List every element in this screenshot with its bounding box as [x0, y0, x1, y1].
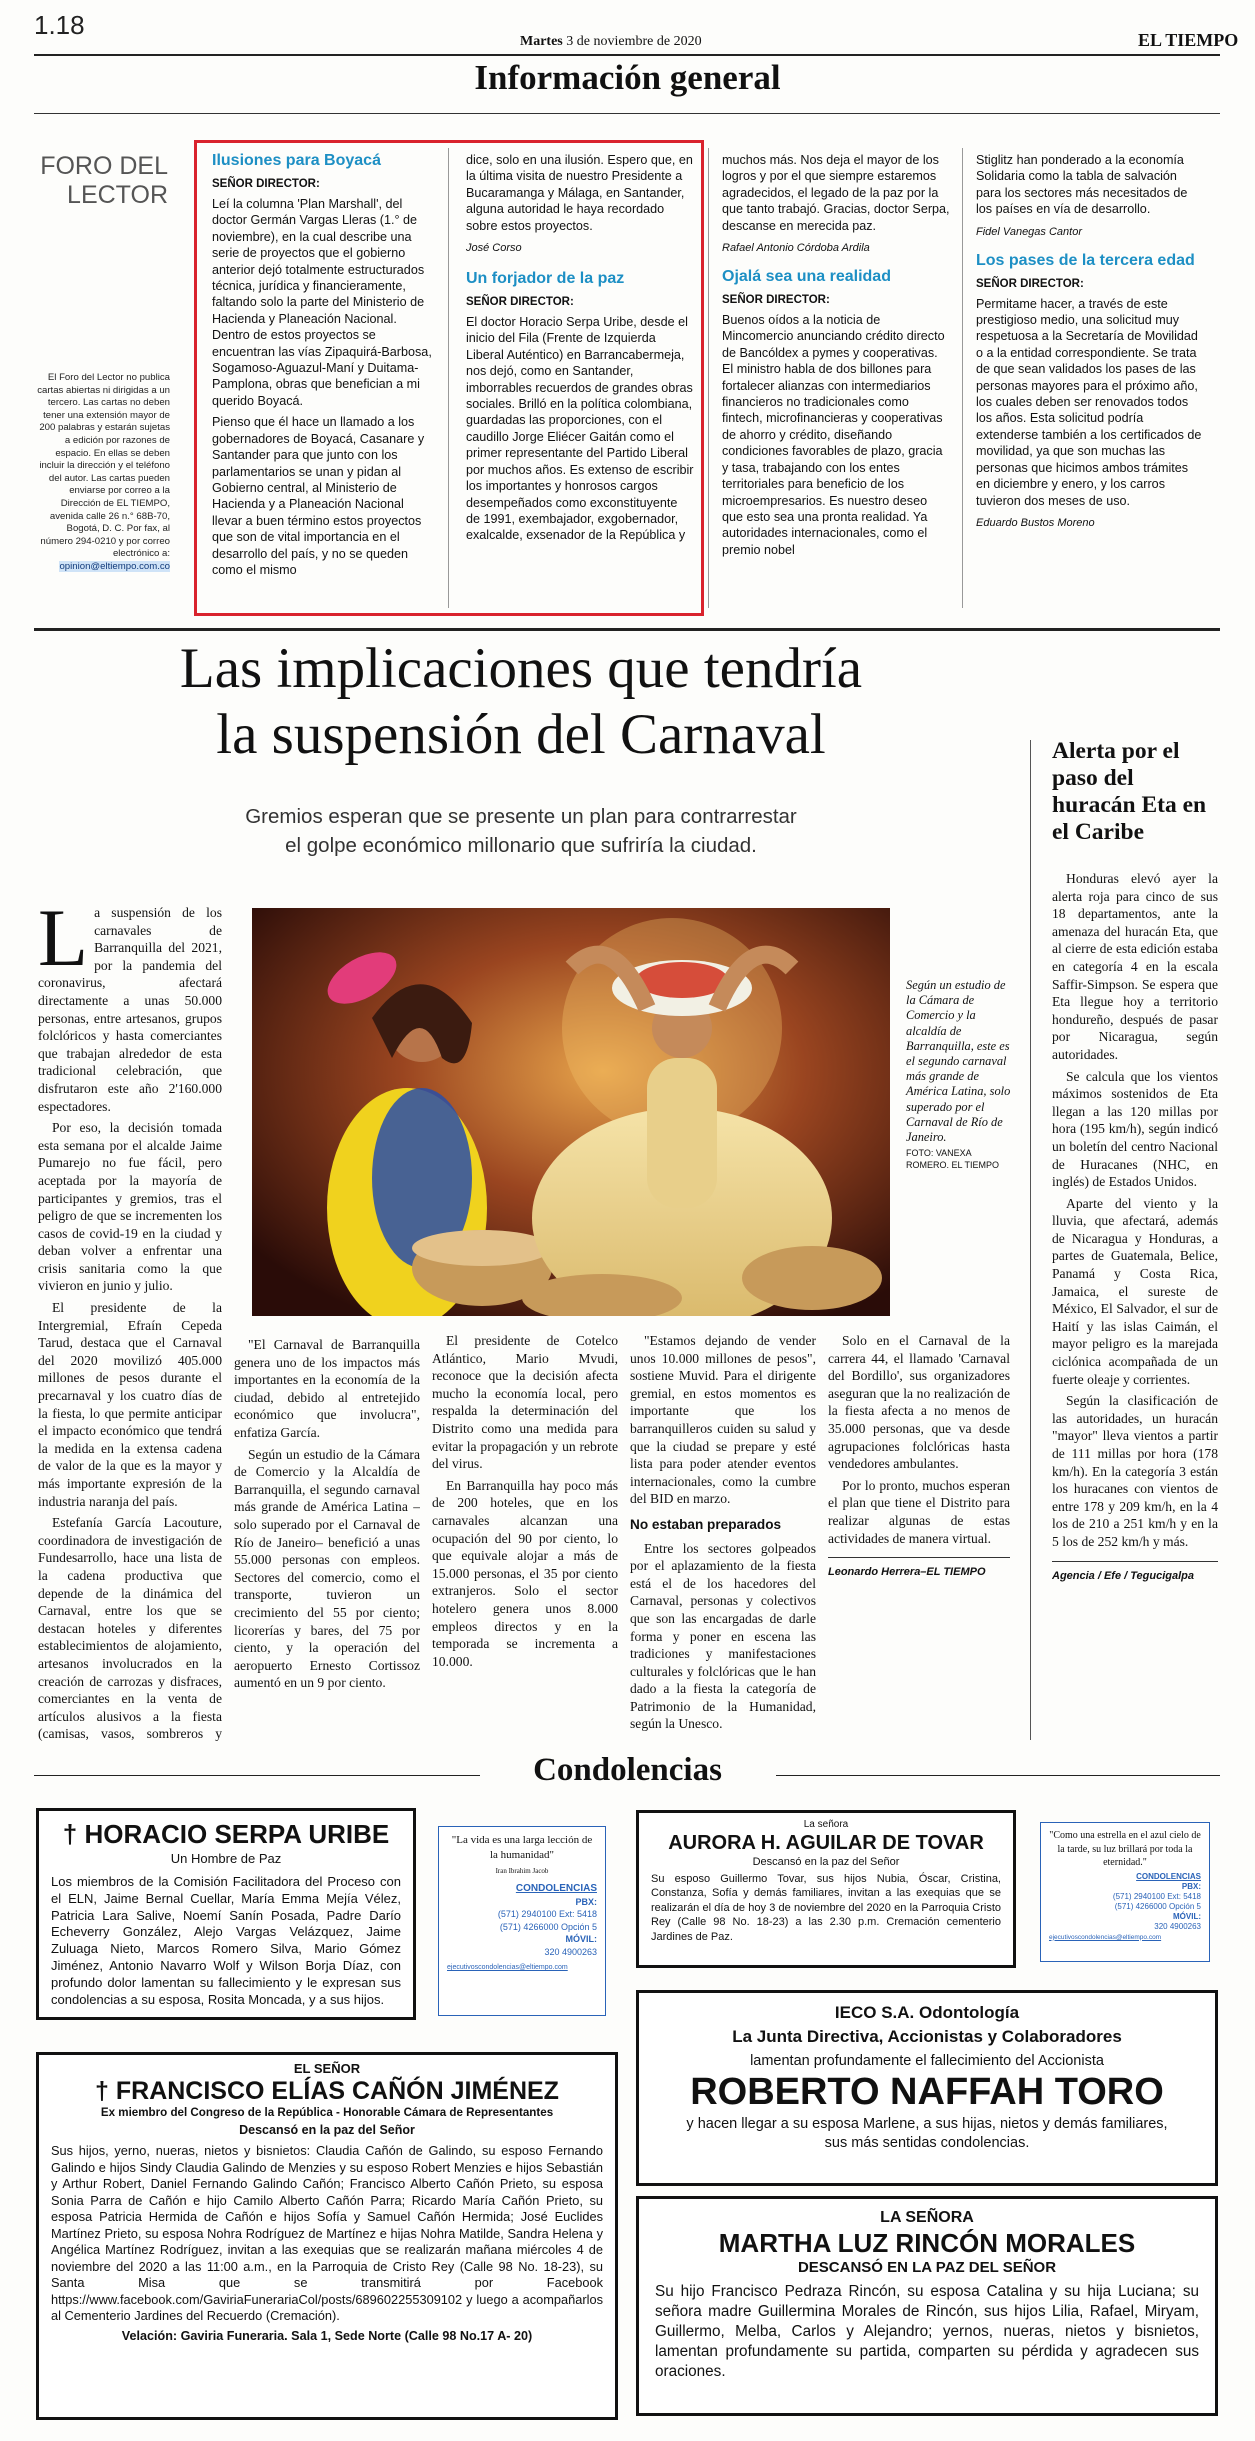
promo2-quote: "Como una estrella en el azul cielo de la tarde, su luz brillará por toda la eternidad.": [1049, 1830, 1201, 1868]
story-col2-p2: Según un estudio de la Cámara de Comercio y la Alcaldía de Barranquilla, el segundo carnaval más grande de América Latina –solo superado por el Carnaval de Río de Janeiro– benefició a unas 55.000 personas con empleos. Sectores del comercio, como el transporte, tuvieron un crecimiento del 55 por ciento; licorerías y bares, del 75 por ciento, y la operación del aeropuerto Ernesto Cortissoz aumentó en un 9 por ciento.: [234, 1446, 420, 1691]
dropcap: L: [38, 904, 89, 983]
story-col-1: [38, 904, 222, 1744]
story-col5-p1: Solo en el Carnaval de la carrera 44, el llamado 'Carnaval del Bordillo', sus organizadores aseguran que la no realización de la fiesta afecta a no menos de 35.000 personas, que va desde agrupaciones folclóricas hasta vendedores ambulantes.: [828, 1333, 1010, 1472]
date-rest: 3 de noviembre de 2020: [562, 34, 702, 49]
promo1-phone2: (571) 4266000 Opción 5: [499, 1921, 597, 1932]
section-title: Información general: [474, 58, 781, 97]
forum-divider-2: [708, 148, 709, 608]
sidebar-divider: [1030, 740, 1031, 1740]
rincon-pre: LA SEÑORA: [880, 2209, 974, 2226]
photo-credit: FOTO: VANEXA ROMERO. EL TIEMPO: [906, 1148, 1000, 1171]
canon-text: Sus hijos, yerno, nueras, nietos y bisnietos: Claudia Cañón de Galindo, su esposo Fernando Galindo e hijos Sindy Claudia Galindo de Menzies y su esposo Robert Menzies e hijos Sebastián y Arthur Robert, Daniel Fernando Galindo Cañón; Francisco Alberto Cañón Prieto, su esposa Sonia Parra de Cañón e hijo Camilo Alberto Cañón Parra; Ricardo María Cañón Prieto, su esposa Patricia Hermida de Cañón e hijos Sofía y Samuel Cañón Hermida; José Euclides Martínez Prieto, su esposa Nohra Rodríguez de Martínez e hijas Nohra Matilde, Sandra Helena y Angélica Martínez Rodríguez, invitan a las exequias que se realizarán mañana miércoles 4 de noviembre del 2020 a las 11:00 a.m., en la Parroquia de Cristo Rey (Calle 98 No. 18-23), su Santa Misa que se transmitirá por Facebook https://www.facebook.com/GaviriaFunerariaCol/posts/689602255309102 y luego a acompañarlos al Cementerio Jardines del Recuerdo (Cremación).: [51, 2143, 603, 2323]
sidebar-body: [1052, 870, 1218, 1660]
forum-divider-1: [448, 148, 449, 608]
canon-footer: Velación: Gaviria Funeraria. Sala 1, Sede Norte (Calle 98 No.17 A- 20): [121, 2328, 533, 2343]
canon-name: FRANCISCO ELÍAS CAÑÓN JIMÉNEZ: [115, 2077, 559, 2105]
headline-line2: la suspensión del Carnaval: [216, 703, 826, 766]
forum-bottom-rule: [34, 628, 1220, 631]
aguilar-subtitle: Descansó en la paz del Señor: [752, 1856, 900, 1868]
forum-col-3: [722, 152, 950, 563]
condolence-aguilar: [636, 1810, 1016, 1968]
letter3-signer: Fidel Vanegas Cantor: [976, 225, 1082, 238]
story-p2: Por eso, la decisión tomada esta semana por el alcalde Jaime Pumarejo no fue fácil, pero aceptada por la mayoría de participantes y gremios, tras el peligro de que se incrementen los casos de covid-19 en la ciudad y deban volver a enfrentar una crisis sanitaria como la que vivieron en junio y julio.: [38, 1120, 222, 1294]
letter1-salutation: SEÑOR DIRECTOR:: [212, 178, 320, 190]
promo1-label: CONDOLENCIAS: [515, 1883, 597, 1894]
rincon-subtitle: DESCANSÓ EN LA PAZ DEL SEÑOR: [797, 2259, 1057, 2276]
promo1-pbx-label: PBX:: [575, 1896, 597, 1907]
serpa-text: Los miembros de la Comisión Facilitadora del Proceso con el ELN, Jaime Bernal Cuellar, María Emma Mejía Vélez, Patricia Lara Salive, Noemí Sanín Posada, Padre Darío Echeverry González, Alejo Vargas Velázquez, Jaime Zuluaga Nieto, Marcos Romero Silva, Mario Gómez Jiménez, Antonio Navarro Wolf y Wilson Borja Díaz, con profundo dolor lamentan su fallecimiento y le expresan sus condolencias a su esposa, Rosita Moncada, y a sus hijos.: [51, 1874, 401, 2007]
letter1-p2: Pienso que él hace un llamado a los gobernadores de Boyacá, Casanare y Santander para que junto con los parlamentarios se unan y pidan al Gobierno central, al Ministerio de Hacienda y a Planeación Nacional llevar a buen término estos proyectos que son de vital importancia en el desarrollo del país, y no se queden como el mismo: [212, 415, 425, 577]
main-deck: [40, 802, 1002, 860]
naffah-text: y hacen llegar a su esposa Marlene, a sus hijas, nietos y demás familiares, sus más sentidas condolencias.: [686, 2116, 1168, 2151]
rincon-name: MARTHA LUZ RINCÓN MORALES: [718, 2228, 1136, 2258]
byline-rule: [828, 1557, 1010, 1558]
forum-divider-3: [962, 148, 963, 608]
date-line: [520, 34, 702, 50]
promo2-mobile-label: MÓVIL:: [1173, 1911, 1201, 1921]
cross-icon: †: [62, 1819, 78, 1849]
letter1-signer: José Corso: [466, 242, 522, 255]
story-subhead: No estaban preparados: [630, 1516, 782, 1532]
serpa-subtitle: Un Hombre de Paz: [170, 1851, 282, 1866]
sidebar-p3: Aparte del viento y la lluvia, que afectará, además de Nicaragua y Honduras, a partes de Guatemala, Belice, Panamá y Costa Rica, Jamaica, el sureste de México, El Salvador, el sur de Haití y las islas Caimán, el mayor peligro es la marejada ciclónica acompañada de un fuerte oleaje y corrientes.: [1052, 1195, 1218, 1387]
letter4-title: Los pases de la tercera edad: [976, 251, 1195, 269]
serpa-name-line: [51, 1819, 401, 1849]
letter3-p1: Buenos oídos a la noticia de Mincomercio anunciando crédito directo de Bancóldex a pymes y cooperativas. El ministro habla de dos billones para fortalecer alianzas con intermediarios financieros no tradicionales como fintech, microfinancieras y cooperativas de ahorro y crédito, diseñando condiciones favorables de plazo, gracia y tasa, trabajando con los entes territoriales para beneficio de los microempresarios. Es nuestro deseo que esto sea una pronta realidad. Ya autoridades internacionales, como el premio nobel: [722, 313, 945, 557]
header-rule: [34, 54, 1220, 56]
letter4-salutation: SEÑOR DIRECTOR:: [976, 277, 1084, 290]
paper-name: EL TIEMPO: [1138, 30, 1239, 50]
letter2-signer: Rafael Antonio Córdoba Ardila: [722, 242, 870, 255]
promo2-phone1: (571) 2940100 Ext: 5418: [1112, 1891, 1201, 1901]
promo2-email[interactable]: ejecutivoscondolencias@eltiempo.com: [1049, 1933, 1162, 1941]
promo1-phone1: (571) 2940100 Ext: 5418: [497, 1909, 597, 1919]
condolencias-rule-right: [776, 1775, 1220, 1776]
story-col3-p2: En Barranquilla hay poco más de 200 hoteles, que en los carnavales alcanzan una ocupación del 90 por ciento, lo que equivale alojar a más de 15.000 personas, el 35 por ciento extranjeros. Solo el sector hotelero genera unos 8.000 empleos directos y en la temporada se incrementa a 10.000.: [432, 1477, 618, 1669]
serpa-name: HORACIO SERPA URIBE: [84, 1819, 390, 1849]
condolence-canon: [36, 2052, 618, 2420]
promo2-phone2: (571) 4266000 Opción 5: [1114, 1901, 1201, 1911]
condolence-serpa: [36, 1808, 416, 2020]
deck-line1: Gremios esperan que se presente un plan para contrarrestar: [245, 805, 797, 828]
forum-col-2: [466, 152, 694, 549]
story-col5-p2: Por lo pronto, muchos esperan el plan que tiene el Distrito para realizar algunas de estas actividades de manera virtual.: [828, 1477, 1010, 1546]
page-number: 1.18: [34, 10, 85, 40]
story-p1-text: a suspensión de los carnavales de Barranquilla del 2021, por la pandemia del coronavirus, afectará directamente a unas 50.000 personas, entre artesanos, grupos folclóricos y hasta comerciantes que trabajan alrededor de esta tradicional celebración, que disfrutaron este año 2'160.000 espectadores.: [38, 905, 222, 1114]
naffah-line1: IECO S.A. Odontología: [834, 2003, 1020, 2022]
carnival-photo-art: [252, 908, 890, 1316]
letter3-p2: Stiglitz han ponderado a la economía Solidaria como la tabla de salvación para los sectores más necesitados de los países en vía de desarrollo.: [976, 153, 1188, 217]
promo2-label: CONDOLENCIAS: [1136, 1871, 1201, 1881]
section-rule: [34, 113, 1220, 114]
sidebar-p4: Según la clasificación de las autoridades, un huracán "mayor" lleva vientos a partir de 111 millas por hora (178 km/h). En la categoría 3 están los huracanes con vientos de entre 178 y 209 km/h, en la 4 los de 210 a 251 km/h y en la 5 los de 252 km/h y más.: [1052, 1393, 1218, 1549]
story-col-5: [828, 1332, 1010, 1744]
promo1-quote-author: Iran Ibrahim Jacob: [495, 1867, 549, 1875]
main-headline: [40, 636, 1002, 768]
canon-name-line: [51, 2076, 603, 2106]
story-col4-p1: "Estamos dejando de vender unos 10.000 millones de pesos", sostiene Muvid. Para el dirigente gremial, en estos momentos es importante que los barranquilleros cuiden su salud y que la ciudad se prepare y esté lista para poder atender eventos internacionales, como la cumbre del BID en marzo.: [630, 1333, 816, 1507]
promo1-quote: "La vida es una larga lección de la humanidad": [451, 1834, 593, 1861]
letter1-p1: Leí la columna 'Plan Marshall', del doctor Germán Vargas Lleras (1.° de noviembre), en la cual describe una serie de proyectos que el gobierno anterior dejó totalmente estructurados técnica, jurídica y financieramente, faltando solo la parte del Ministerio de Hacienda y Planeación Nacional. Dentro de estos proyectos se encuentran las vías Zipaquirá-Barbosa, Sogamoso-Aguazul-Maní y Duitama-Pamplona, obras que benefician a mi querido Boyacá.: [212, 197, 432, 408]
letter3-title: Ojalá sea una realidad: [722, 268, 891, 286]
letter2-title: Un forjador de la paz: [466, 270, 625, 288]
letter4-p1: Permitame hacer, a través de este prestigioso medio, una solicitud muy respetuosa a la Secretaría de Movilidad o a la entidad correspondiente. Se trata de que sean validados los pases de las personas mayores para el próximo año, los cuales deben ser renovados todos los años. Esta solicitud podría extenderse también a los certificados de movilidad, ya que son muchas las personas que hicimos ambos trámites en diciembre y enero, y los carros tuvieron dos meses de uso.: [976, 296, 1202, 508]
canon-subtitle2: Descansó en la paz del Señor: [239, 2123, 415, 2137]
promo-condolencias-1: [438, 1826, 606, 2016]
condolence-rincon: [636, 2196, 1218, 2416]
promo2-info: [1049, 1872, 1201, 1932]
promo2-mobile: 320 4900263: [1154, 1921, 1201, 1931]
forum-col-4: [976, 152, 1204, 529]
condolence-naffah: [636, 1990, 1218, 2186]
promo1-info: [447, 1883, 597, 1958]
cross-icon: †: [95, 2077, 109, 2105]
story-col2-p1: "El Carnaval de Barranquilla genera uno de los impactos más importantes en la economía de la ciudad, debido al entretejido económico que involucra", enfatiza García.: [234, 1337, 420, 1440]
letter4-signer: Eduardo Bustos Moreno: [976, 516, 1095, 529]
forum-col-1: [212, 152, 434, 583]
forum-email[interactable]: opinion@eltiempo.com.co: [59, 560, 170, 572]
letter3-salutation: SEÑOR DIRECTOR:: [722, 294, 830, 307]
story-p1: [38, 904, 222, 1115]
story-col-2: [234, 1332, 420, 1744]
sidebar-byline-rule: [1052, 1561, 1218, 1562]
deck-line2: el golpe económico millonario que sufriría la ciudad.: [285, 834, 757, 857]
promo1-mobile: 320 4900263: [544, 1946, 597, 1957]
carnival-photo: [252, 908, 890, 1316]
aguilar-name: AURORA H. AGUILAR DE TOVAR: [668, 1832, 984, 1854]
letter2-salutation: SEÑOR DIRECTOR:: [466, 296, 574, 309]
story-col4-p2: Entre los sectores golpeados por el aplazamiento de la fiesta está el de los hacedores del Carnaval, personas y colectivos que son las encargadas de darle forma y poner en escena las tradiciones y manifestaciones culturales y folclóricas que le han dado a la fiesta la categoría de Patrimonio de la Humanidad, según la Unesco.: [630, 1540, 816, 1732]
promo1-mobile-label: MÓVIL:: [565, 1934, 597, 1944]
story-col3-p1: El presidente de Cotelco Atlántico, Mario Mvudi, reconoce que la decisión afecta mucho la economía local, pero respalda la determinación del Distrito como una medida para evitar la propagación y un rebrote del virus.: [432, 1333, 618, 1472]
forum-label-line2: LECTOR: [67, 181, 168, 209]
forum-note-text: El Foro del Lector no publica cartas abiertas ni dirigidas a un tercero. Las cartas no deben tener una extensión mayor de 200 palabras y estarán sujetas a edición por razones de espacio. En ellas se deben incluir la dirección y el teléfono del autor. Las cartas pueden enviarse por correo a la Dirección de EL TIEMPO, avenida calle 26 n.° 68B-70, Bogotá, D. C. Por fax, al número 294-0210 y por correo electrónico a:: [37, 372, 170, 560]
canon-subtitle: Ex miembro del Congreso de la República - Honorable Cámara de Representantes: [100, 2106, 554, 2119]
rincon-text: Su hijo Francisco Pedraza Rincón, su esposa Catalina y su hija Luciana; su señora madre Guillermina Morales de Rincón, sus hijos Lilia, Rafael, Miryam, Guillermo, Melba, Carlos y Alejandro; yernos, nueras, nietos y bisnietos, lamentan profundamente su partida, comparten su pérdida y agradecen sus oraciones.: [655, 2283, 1199, 2380]
sidebar-p1: Honduras elevó ayer la alerta roja para cinco de sus 18 departamentos, ante la amenaza del huracán Eta, que al cierre de esta edición estaba en categoría 4 en la escala Saffir-Simpson. Se espera que Eta llegue hoy a territorio hondureño, después de pasar por Nicaragua, según autoridades.: [1052, 871, 1218, 1062]
story-col-4: [630, 1332, 816, 1744]
canon-pre: EL SEÑOR: [293, 2061, 361, 2076]
date-day: Martes: [520, 34, 563, 49]
letter2-p1: El doctor Horacio Serpa Uribe, desde el inicio del Fila (Frente de Izquierda Liberal Auténtico) en Barrancabermeja, nos dejó, como en Santander, imborrables recuerdos de grandes obras sociales. Brilló en la política colombiana, guardadas las proporciones, con el caudillo Jorge Eliécer Gaitán como el primer representante del Partido Liberal por muchos años. Es extenso de escribir los importantes y honrosos cargos desempeñados como exconstituyente de 1991, exembajador, exgobernador, exalcalde, exsenador de la República y: [466, 315, 694, 543]
story-col-3: [432, 1332, 618, 1744]
story-p4: Estefanía García Lacouture, coordinadora de investigación de Fundesarrollo, hace una lista de la cadena productiva que depende de la dinámica del Carnaval, entre los que se destacan hoteles y diferentes establecimientos de alojamiento, artesanos involucrados en la creación de carrozas y disfraces, comerciantes en la venta de artículos alusivos a la fiesta (camisas, vasos, sombreros y: [38, 1515, 222, 1742]
forum-note: [34, 372, 170, 574]
headline-line1: Las implicaciones que tendría: [179, 637, 863, 700]
promo-condolencias-2: [1040, 1822, 1210, 1962]
promo2-pbx-label: PBX:: [1181, 1881, 1201, 1891]
sidebar-headline: Alerta por el paso del huracán Eta en el Caribe: [1052, 738, 1207, 845]
naffah-name: ROBERTO NAFFAH TORO: [690, 2071, 1164, 2113]
story-p3: El presidente de la Intergremial, Efraín Cepeda Tarud, destaca que el Carnaval del 2020 movilizó 405.000 millones de pesos durante el precarnaval y los cuatro días de la fiesta, lo que permite anticipar el impacto económico que tendrá la medida en la extensa cadena de valor de la que es la mayor y más importante expresión de la industria naranja del país.: [38, 1300, 222, 1509]
letter1-title: Ilusiones para Boyacá: [212, 152, 381, 169]
naffah-line2: La Junta Directiva, Accionistas y Colaboradores: [732, 2027, 1122, 2046]
condolencias-title: Condolencias: [533, 1752, 722, 1788]
photo-caption: [906, 978, 1012, 1171]
caption-text: Según un estudio de la Cámara de Comercio y la alcaldía de Barranquilla, este es el segundo carnaval más grande de América Latina, solo superado por el Carnaval de Río de Janeiro.: [906, 978, 1011, 1145]
sidebar-byline: Agencia / Efe / Tegucigalpa: [1052, 1569, 1195, 1582]
letter2-p2: muchos más. Nos deja el mayor de los logros y por el que siempre estaremos agradecidos, el legado de la paz por la que tanto trabajó. Gracias, doctor Serpa, descanse en merecida paz.: [722, 153, 950, 233]
story-byline: Leonardo Herrera–EL TIEMPO: [828, 1566, 986, 1579]
aguilar-text: Su esposo Guillermo Tovar, sus hijos Nubia, Óscar, Cristina, Constanza, Sofía y demás familiares, invitan a las exequias que se realizarán el día de hoy 3 de noviembre del 2020 en la Parroquia Cristo Rey (Calle 98 No. 18-23) a las 2.30 p.m. Cremación cementerio Jardines de Paz.: [651, 1873, 1001, 1943]
sidebar-p2: Se calcula que los vientos máximos sostenidos de Eta llegan a las 120 millas por hora (195 km/h), según indicó un boletín del centro Nacional de Huracanes (NHC, en inglés) de Estados Unidos.: [1052, 1068, 1218, 1190]
aguilar-pre: La señora: [803, 1819, 849, 1830]
naffah-line3: lamentan profundamente el fallecimiento del Accionista: [750, 2053, 1104, 2069]
letter1-p3: dice, solo en una ilusión. Espero que, en la última visita de nuestro Presidente a Bucaramanga y Málaga, en Santander, alguna autoridad le haya recordado sobre estos proyectos.: [466, 153, 693, 233]
forum-label: [40, 152, 168, 210]
promo1-email[interactable]: ejecutivoscondolencias@eltiempo.com: [447, 1964, 568, 1971]
forum-label-line1: FORO DEL: [40, 152, 168, 180]
